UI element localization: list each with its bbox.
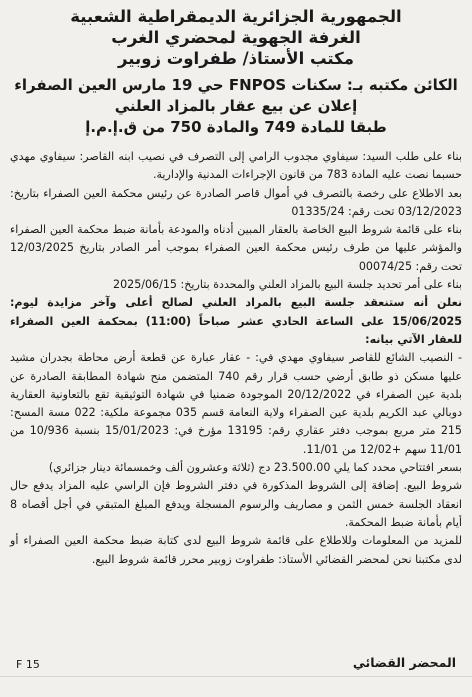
paragraph-property-description: - النصيب الشائع للقاصر سيفاوي مهدي في: - عقار عبارة عن قطعة أرض محاطة بجدران مشيد عليها مسكن ذو طابق أرضي حسب قرار رقم 740 المتضمن منح شهادة المطابقة الصادرة عن بلدية عين الصفراء في 20/12/2022 الموجودة ضمنيا في شهادة التوثيقية تقع بالتعاونية العقارية دوبالي عبد الكريم بلدية عين الصفراء ولاية النعامة قسم 035 مجموعة ملكية: 022 مسة المسح: 215 متر مربع بموجب دفتر عقاري رقم: 13195 مؤرخ في: 15/01/2023 بنسبة 10/936 من 11/01 سهم +12/02 من 11/01. — [10, 351, 463, 456]
paragraph-sale-conditions: شروط البيع. إضافة إلى الشروط المذكورة في دفتر الشروط فإن الراسي عليه المزاد يدفع حال انعقاد الجلسة خمس الثمن و مصاريف والرسوم المسجلة ويدفع المبلغ المتبقي في أجل أقصاه 8 أيام بأمانة ضبط المحكمة. — [10, 479, 462, 529]
notice-title: إعلان عن بيع عقار بالمزاد العلني — [114, 97, 358, 115]
chamber-heading: الغرفة الجهوية لمحضري الغرب — [111, 28, 361, 47]
paragraph-request: بناء على طلب السيد: سيفاوي مجدوب الرامي إلى التصرف في نصيب ابنه القاصر: سيفاوي مهدي حسبما نصت عليه المادة 783 من قانون الإجراءات المدنية والإدارية. — [10, 150, 462, 182]
office-heading: مكتب الأستاذ/ طفراوت زوبير — [118, 49, 354, 68]
page-number: F 15 — [16, 658, 40, 671]
republic-heading: الجمهورية الجزائرية الديمقراطية الشعبية — [70, 7, 402, 26]
notice-body — [10, 148, 462, 569]
legal-basis: طبقا للمادة 749 والمادة 750 من ق.إ.م.إ — [85, 118, 387, 136]
paragraph-conditions-list: بناء على قائمة شروط البيع الخاصة بالعقار المبين أدناه والمودعة بأمانة ضبط محكمة العين الصفراء والمؤشر عليها من طرف رئيس محكمة العين الصفراء بموجب أمر الصادر بتاريخ 12/03/2025 تحت رقم: 00074/25 — [10, 223, 462, 273]
paragraph-session-order: بناء على أمر تحديد جلسة البيع بالمزاد العلني والمحددة بتاريخ: 2025/06/15 — [113, 278, 462, 292]
office-location: الكائن مكتبه بـ: سكنات FNPOS حي 19 مارس العين الصفراء — [14, 76, 458, 94]
paragraph-opening-price: بسعر افتتاحي محدد كما يلي 23.500.00 دج (ثلاثة وعشرون ألف وخمسمائة دينار جزائري) — [48, 461, 462, 475]
paragraph-more-info: للمزيد من المعلومات وللاطلاع على قائمة شروط البيع لدى كتابة ضبط محكمة العين الصفراء أو لدى مكتبنا نحن لمحضر القضائي الأستاذ: طفراوت زوبير محرر قائمة شروط البيع. — [10, 534, 462, 566]
signature-label: المحضر القضائي — [352, 655, 456, 670]
page-bottom-edge — [0, 676, 472, 697]
paragraph-authorization: بعد الاطلاع على رخصة بالتصرف في أموال قاصر الصادرة عن رئيس محكمة العين الصفراء بتاريخ: 03/12/2023 تحت رقم: 01335/24 — [10, 186, 462, 218]
paragraph-announcement: نعلن أنه ستنعقد جلسة البيع بالمراد العلني لصالح أعلى وآخر مزايدة ليوم: 15/06/2025 على الساعة الحادي عشر صباحاً (11:00) بمحكمة العين الصفراء للعقار الآتي بيانه: — [10, 296, 462, 346]
